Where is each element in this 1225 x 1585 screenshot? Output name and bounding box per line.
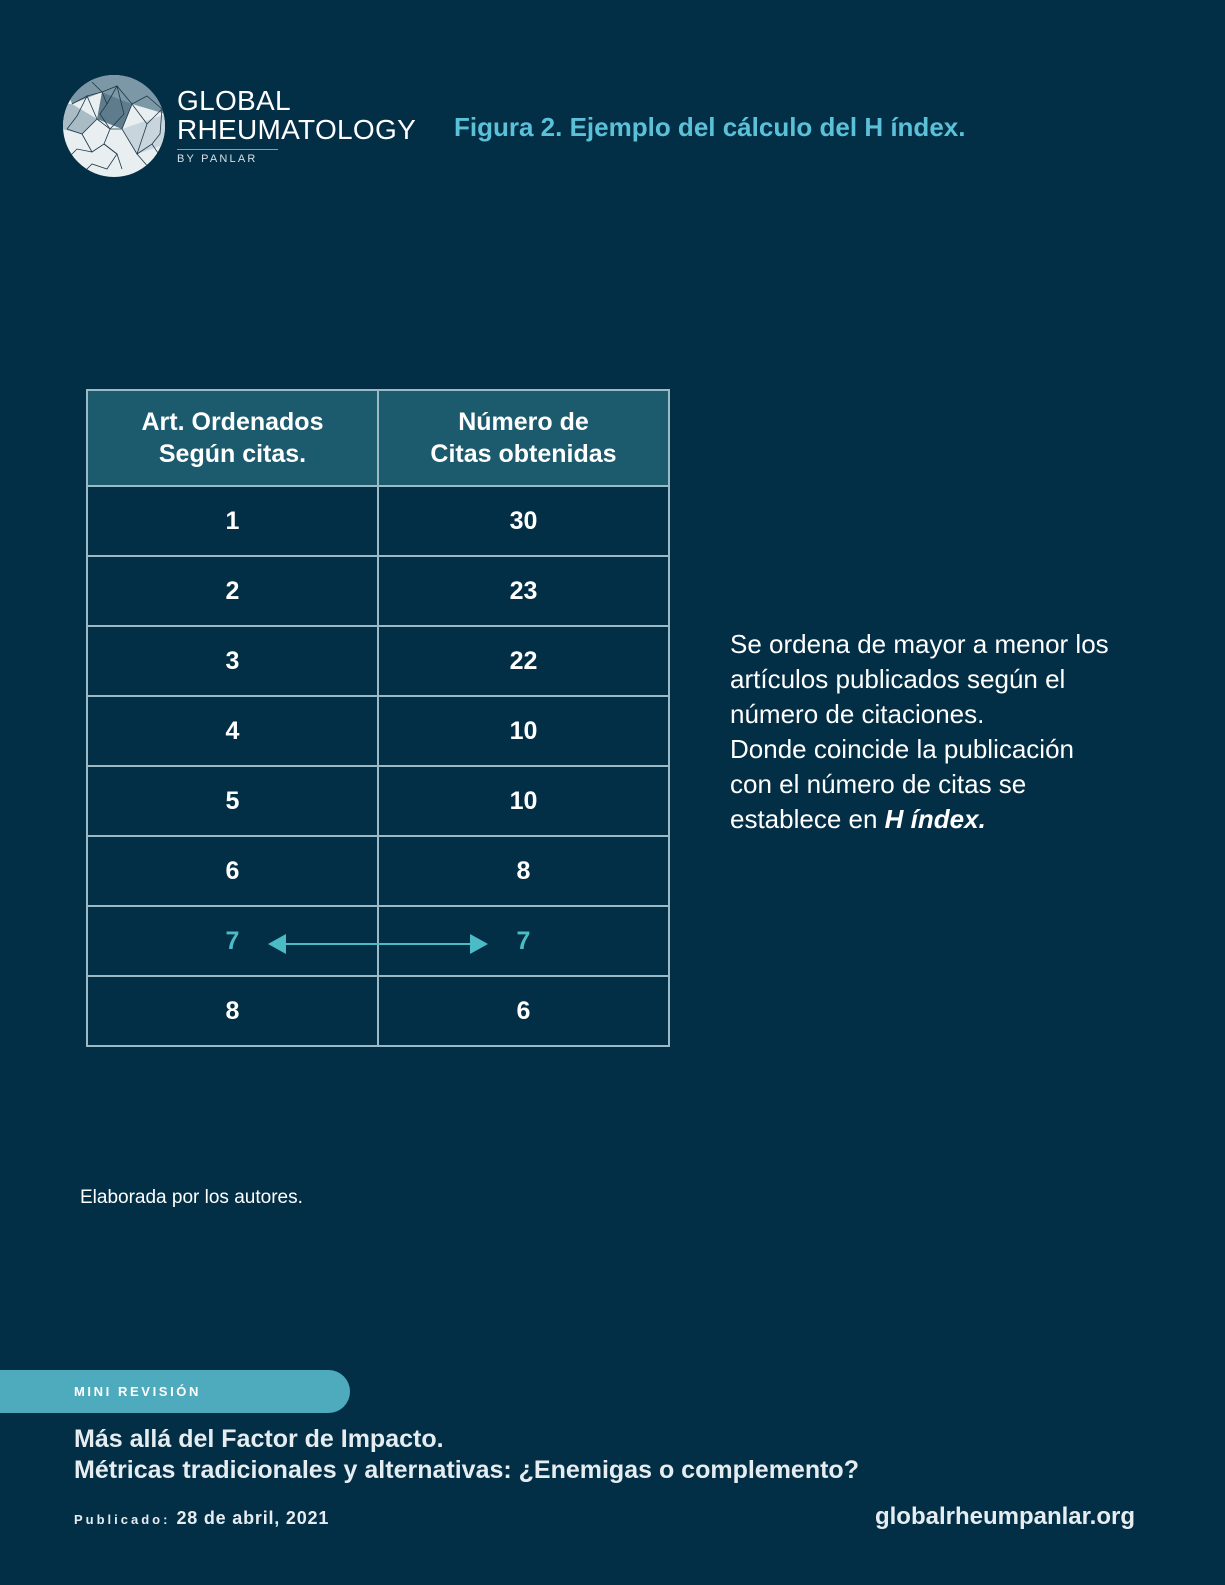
table-row: [87, 556, 669, 626]
globe-logo-icon: [62, 74, 166, 178]
citations-cell: 23: [378, 556, 669, 626]
table-header-row: [87, 390, 669, 486]
figure-credit: Elaborada por los autores.: [80, 1187, 303, 1208]
article-rank-cell: 2: [87, 556, 378, 626]
explanation-prefix: establece en: [730, 804, 885, 834]
citations-cell-highlight: 7: [378, 906, 669, 976]
citations-cell: 30: [378, 486, 669, 556]
website-link[interactable]: globalrheumpanlar.org: [874, 1503, 1135, 1530]
explanation-line: número de citaciones.: [730, 699, 985, 729]
table-row: [87, 696, 669, 766]
brand-name-line1: GLOBAL: [177, 85, 291, 116]
explanation-text: [730, 627, 1170, 837]
header-articles-line1: Art. Ordenados: [141, 408, 324, 436]
explanation-line: con el número de citas se: [730, 769, 1027, 799]
citations-cell: 8: [378, 836, 669, 906]
brand-name-line2: RHEUMATOLOGY: [177, 114, 417, 145]
brand-subtitle: BY PANLAR: [177, 153, 258, 165]
explanation-line-last: [730, 802, 1170, 837]
citations-cell: 6: [378, 976, 669, 1046]
h-index-term: H índex.: [884, 804, 986, 834]
article-title-line1: Más allá del Factor de Impacto.: [74, 1425, 444, 1453]
table-row: [87, 486, 669, 556]
article-title: [74, 1424, 859, 1486]
published-date: 28 de abril, 2021: [176, 1508, 330, 1528]
published-label: Publicado:: [74, 1512, 171, 1527]
table-row: [87, 976, 669, 1046]
article-rank-cell-highlight: 7: [87, 906, 378, 976]
published-info: [74, 1508, 329, 1529]
article-rank-cell: 4: [87, 696, 378, 766]
citations-cell: 10: [378, 696, 669, 766]
article-title-line2: Métricas tradicionales y alternativas: ¿Enemigas o complemento?: [74, 1456, 859, 1484]
article-rank-cell: 8: [87, 976, 378, 1046]
header-articles-line2: Según citas.: [158, 440, 307, 468]
article-rank-cell: 5: [87, 766, 378, 836]
explanation-line: artículos publicados según el: [730, 664, 1066, 694]
figure-title: Figura 2. Ejemplo del cálculo del H índex.: [454, 112, 966, 142]
article-rank-cell: 6: [87, 836, 378, 906]
table-row: [87, 766, 669, 836]
table-row: [87, 836, 669, 906]
brand-block: [177, 86, 416, 165]
header-citations-line2: Citas obtenidas: [430, 440, 617, 468]
explanation-line: Donde coincide la publicación: [730, 734, 1075, 764]
citations-cell: 22: [378, 626, 669, 696]
header-articles: [87, 390, 378, 486]
section-tag: [0, 1370, 350, 1413]
section-tag-label: MINI REVISIÓN: [74, 1384, 201, 1399]
double-arrow-icon: [268, 932, 488, 956]
header-citations-line1: Número de: [458, 408, 589, 436]
brand-divider: [177, 149, 278, 150]
article-rank-cell: 1: [87, 486, 378, 556]
article-rank-cell: 3: [87, 626, 378, 696]
table-row: [87, 626, 669, 696]
explanation-line: Se ordena de mayor a menor los: [730, 629, 1109, 659]
header-citations: [378, 390, 669, 486]
citations-cell: 10: [378, 766, 669, 836]
